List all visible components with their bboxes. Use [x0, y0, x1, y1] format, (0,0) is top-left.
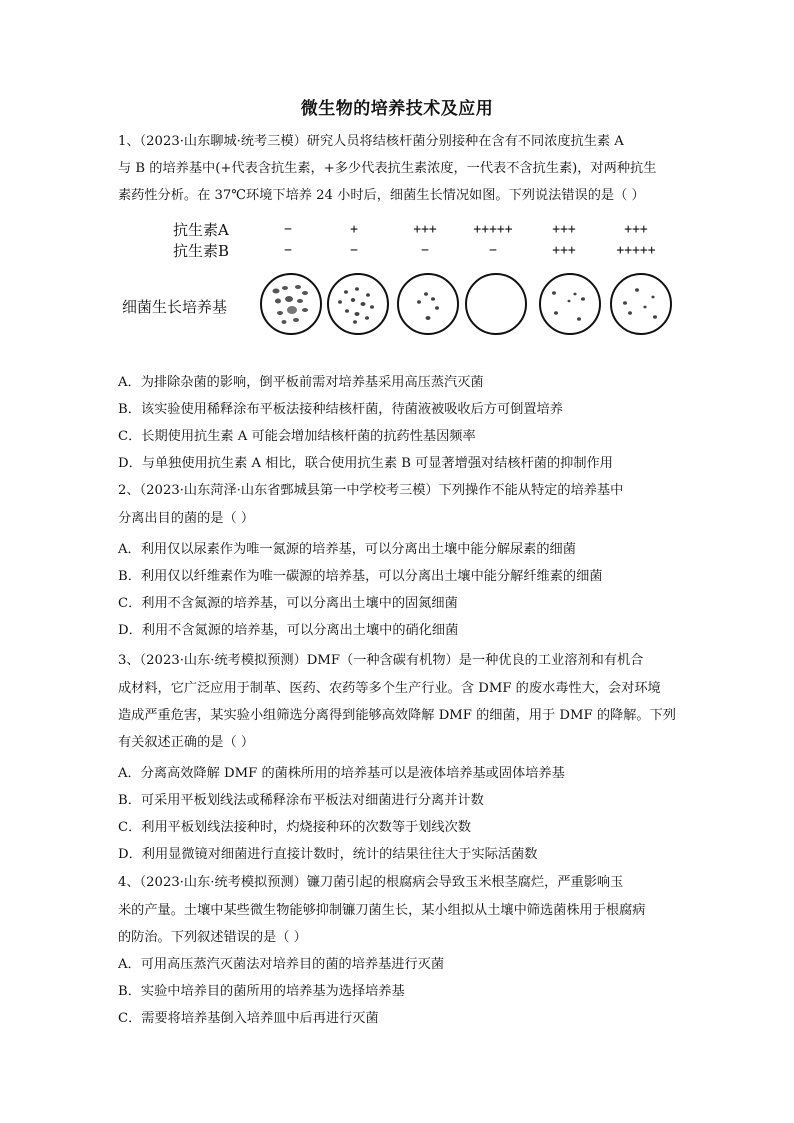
q1-option-c: C．长期使用抗生素 A 可能会增加结核杆菌的抗药性基因频率: [118, 429, 476, 444]
b-value-5: +++: [552, 243, 576, 258]
q4-option-c: C．需要将培养基倒入培养皿中后再进行灭菌: [118, 1011, 379, 1026]
b-value-3: −: [421, 243, 429, 258]
q2-option-a: A．利用仅以尿素作为唯一氮源的培养基，可以分离出土壤中能分解尿素的细菌: [118, 542, 576, 557]
q3-option-a: A．分离高效降解 DMF 的菌株所用的培养基可以是液体培养基或固体培养基: [118, 766, 565, 781]
q4-line-3: 的防治。下列叙述错误的是（ ）: [118, 930, 307, 945]
a-value-2: +: [350, 222, 358, 237]
petri-dish-4: [466, 274, 526, 334]
q2-option-d: D．利用不含氮源的培养基，可以分离出土壤中的硝化细菌: [118, 623, 459, 638]
q4-line-2: 米的产量。土壤中某些微生物能够抑制镰刀菌生长，某小组拟从土壤中筛选菌株用于根腐病: [118, 903, 646, 918]
row-a-label: 抗生素A: [173, 221, 229, 239]
q3-line-1: 3、（2023·山东·统考模拟预测）DMF（一种含碳有机物）是一种优良的工业溶剂和有机合: [118, 653, 644, 668]
a-value-1: −: [284, 222, 292, 237]
petri-dish-5: [540, 274, 600, 334]
row-c-label: 细菌生长培养基: [122, 298, 228, 316]
a-value-5: +++: [552, 222, 576, 237]
q4-line-1: 4、（2023·山东·统考模拟预测）镰刀菌引起的根腐病会导致玉米根茎腐烂，严重影响玉: [118, 875, 624, 890]
b-value-4: −: [489, 243, 497, 258]
q1-line-2: 与 B 的培养基中(+代表含抗生素，+多少代表抗生素浓度，一代表不含抗生素)，对两种抗生: [118, 161, 657, 176]
b-value-6: +++++: [616, 243, 656, 258]
q3-option-b: B．可采用平板划线法或稀释涂布平板法对细菌进行分离并计数: [118, 793, 484, 808]
q1-option-b: B．该实验使用稀释涂布平板法接种结核杆菌，待菌液被吸收后方可倒置培养: [118, 402, 563, 417]
q3-option-c: C．利用平板划线法接种时，灼烧接种环的次数等于划线次数: [118, 820, 471, 835]
q2-option-b: B．利用仅以纤维素作为唯一碳源的培养基，可以分离出土壤中能分解纤维素的细菌: [118, 569, 603, 584]
b-value-1: −: [284, 243, 292, 258]
q3-line-4: 有关叙述正确的是（ ）: [118, 735, 255, 750]
petri-dish-2: [328, 274, 388, 334]
q2-line-2: 分离出目的菌的是（ ）: [118, 511, 255, 526]
q4-option-a: A．可用高压蒸汽灭菌法对培养目的菌的培养基进行灭菌: [118, 957, 445, 972]
q3-option-d: D．利用显微镜对细菌进行直接计数时，统计的结果往往大于实际活菌数: [118, 847, 538, 862]
a-value-4: +++++: [473, 222, 513, 237]
q1-line-3: 素药性分析。在 37℃环境下培养 24 小时后，细菌生长情况如图。下列说法错误的是（ ）: [118, 188, 645, 203]
row-b-label: 抗生素B: [173, 242, 230, 260]
q1-option-a: A．为排除杂菌的影响，倒平板前需对培养基采用高压蒸汽灭菌: [118, 375, 484, 390]
petri-dish-6: [611, 274, 671, 334]
b-value-2: −: [350, 243, 358, 258]
q1-option-d: D．与单独使用抗生素 A 相比，联合使用抗生素 B 可显著增强对结核杆菌的抑制作用: [118, 456, 613, 471]
page-title: 微生物的培养技术及应用: [300, 99, 494, 119]
q4-option-b: B．实验中培养目的菌所用的培养基为选择培养基: [118, 984, 405, 999]
petri-dish-1: [261, 274, 321, 334]
q3-line-3: 造成严重危害，某实验小组筛选分离得到能够高效降解 DMF 的细菌，用于 DMF 的降解。下列: [118, 708, 676, 723]
q1-line-1: 1、（2023·山东聊城·统考三模）研究人员将结核杆菌分别接种在含有不同浓度抗生素 A: [118, 134, 624, 149]
a-value-3: +++: [413, 222, 437, 237]
q3-line-2: 成材料，它广泛应用于制革、医药、农药等多个生产行业。含 DMF 的废水毒性大，会对环境: [118, 681, 661, 696]
q2-option-c: C．利用不含氮源的培养基，可以分离出土壤中的固氮细菌: [118, 596, 458, 611]
q2-line-1: 2、（2023·山东菏泽·山东省鄄城县第一中学校考三模）下列操作不能从特定的培养基中: [118, 483, 624, 498]
a-value-6: +++: [624, 222, 648, 237]
petri-dish-3: [398, 274, 458, 334]
